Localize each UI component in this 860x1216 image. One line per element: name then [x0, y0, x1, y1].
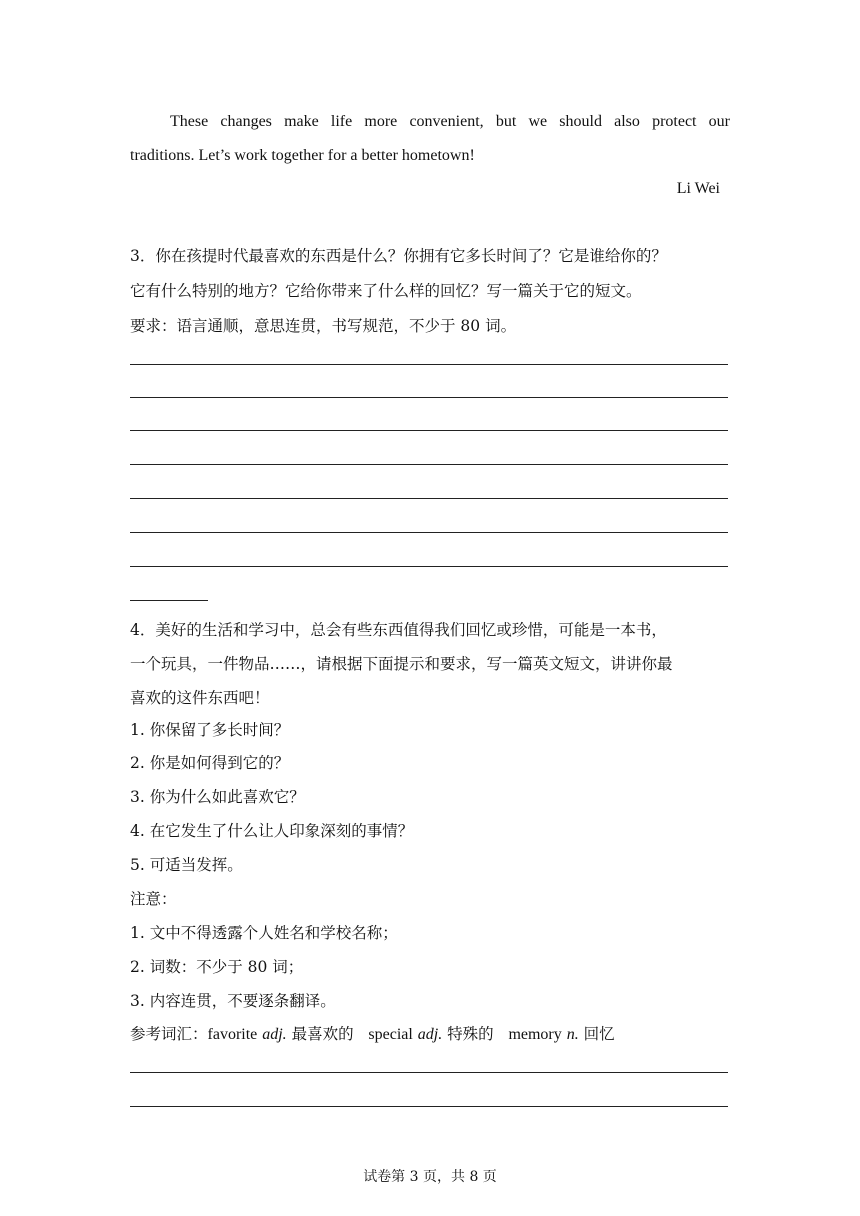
vocab-meaning: 回忆: [583, 1025, 615, 1043]
q4-note: 2. 词数：不少于 80 词；: [130, 958, 304, 976]
letter-signature: Li Wei: [676, 180, 720, 197]
q3-prompt-line-2: 它有什么特别的地方？它给你带来了什么样的回忆？写一篇关于它的短文。: [130, 282, 642, 300]
vocab-meaning: 特殊的: [447, 1025, 494, 1043]
letter-line-1: These changes make life more convenient, but we should also protect our: [170, 113, 730, 130]
vocab-pos: n.: [566, 1026, 579, 1043]
answer-line[interactable]: [130, 1072, 728, 1073]
answer-line[interactable]: [130, 364, 728, 365]
q4-note: 3. 内容连贯，不要逐条翻译。: [130, 992, 336, 1010]
answer-line[interactable]: [130, 1106, 728, 1107]
q4-hint: 5. 可适当发挥。: [130, 856, 243, 874]
answer-line[interactable]: [130, 498, 728, 499]
answer-line[interactable]: [130, 566, 728, 567]
q4-vocabulary: [130, 1024, 730, 1045]
vocab-word: favorite: [207, 1026, 258, 1043]
q4-hint: 4. 在它发生了什么让人印象深刻的事情？: [130, 822, 414, 840]
q4-hint: 1. 你保留了多长时间？: [130, 721, 290, 739]
q4-hint: 3. 你为什么如此喜欢它？: [130, 788, 305, 806]
q4-prompt-line-2: 一个玩具，一件物品……，请根据下面提示和要求，写一篇英文短文，讲讲你最: [130, 655, 673, 673]
vocab-word: memory: [508, 1026, 562, 1043]
answer-line[interactable]: [130, 532, 728, 533]
q4-prompt-line-1: 4．美好的生活和学习中，总会有些东西值得我们回忆或珍惜，可能是一本书，: [130, 621, 667, 639]
vocab-pos: adj.: [417, 1026, 443, 1043]
answer-line-short[interactable]: [130, 600, 208, 601]
q4-note: 1. 文中不得透露个人姓名和学校名称；: [130, 924, 398, 942]
q4-prompt-line-3: 喜欢的这件东西吧！: [130, 689, 270, 707]
answer-line[interactable]: [130, 397, 728, 398]
vocab-meaning: 最喜欢的: [291, 1025, 354, 1043]
q3-requirement: 要求：语言通顺，意思连贯，书写规范，不少于 80 词。: [130, 317, 517, 335]
q4-note-title: 注意：: [130, 890, 177, 908]
vocab-word: special: [368, 1026, 413, 1043]
vocab-label: 参考词汇：: [130, 1025, 208, 1043]
page-footer: 试卷第 3 页，共 8 页: [363, 1169, 497, 1185]
q3-prompt-line-1: 3．你在孩提时代最喜欢的东西是什么？你拥有它多长时间了？它是谁给你的？: [130, 247, 667, 265]
q4-hint: 2. 你是如何得到它的？: [130, 754, 290, 772]
letter-line-2: traditions. Let’s work together for a better hometown!: [130, 147, 475, 164]
vocab-pos: adj.: [262, 1026, 287, 1043]
answer-line[interactable]: [130, 430, 728, 431]
answer-line[interactable]: [130, 464, 728, 465]
